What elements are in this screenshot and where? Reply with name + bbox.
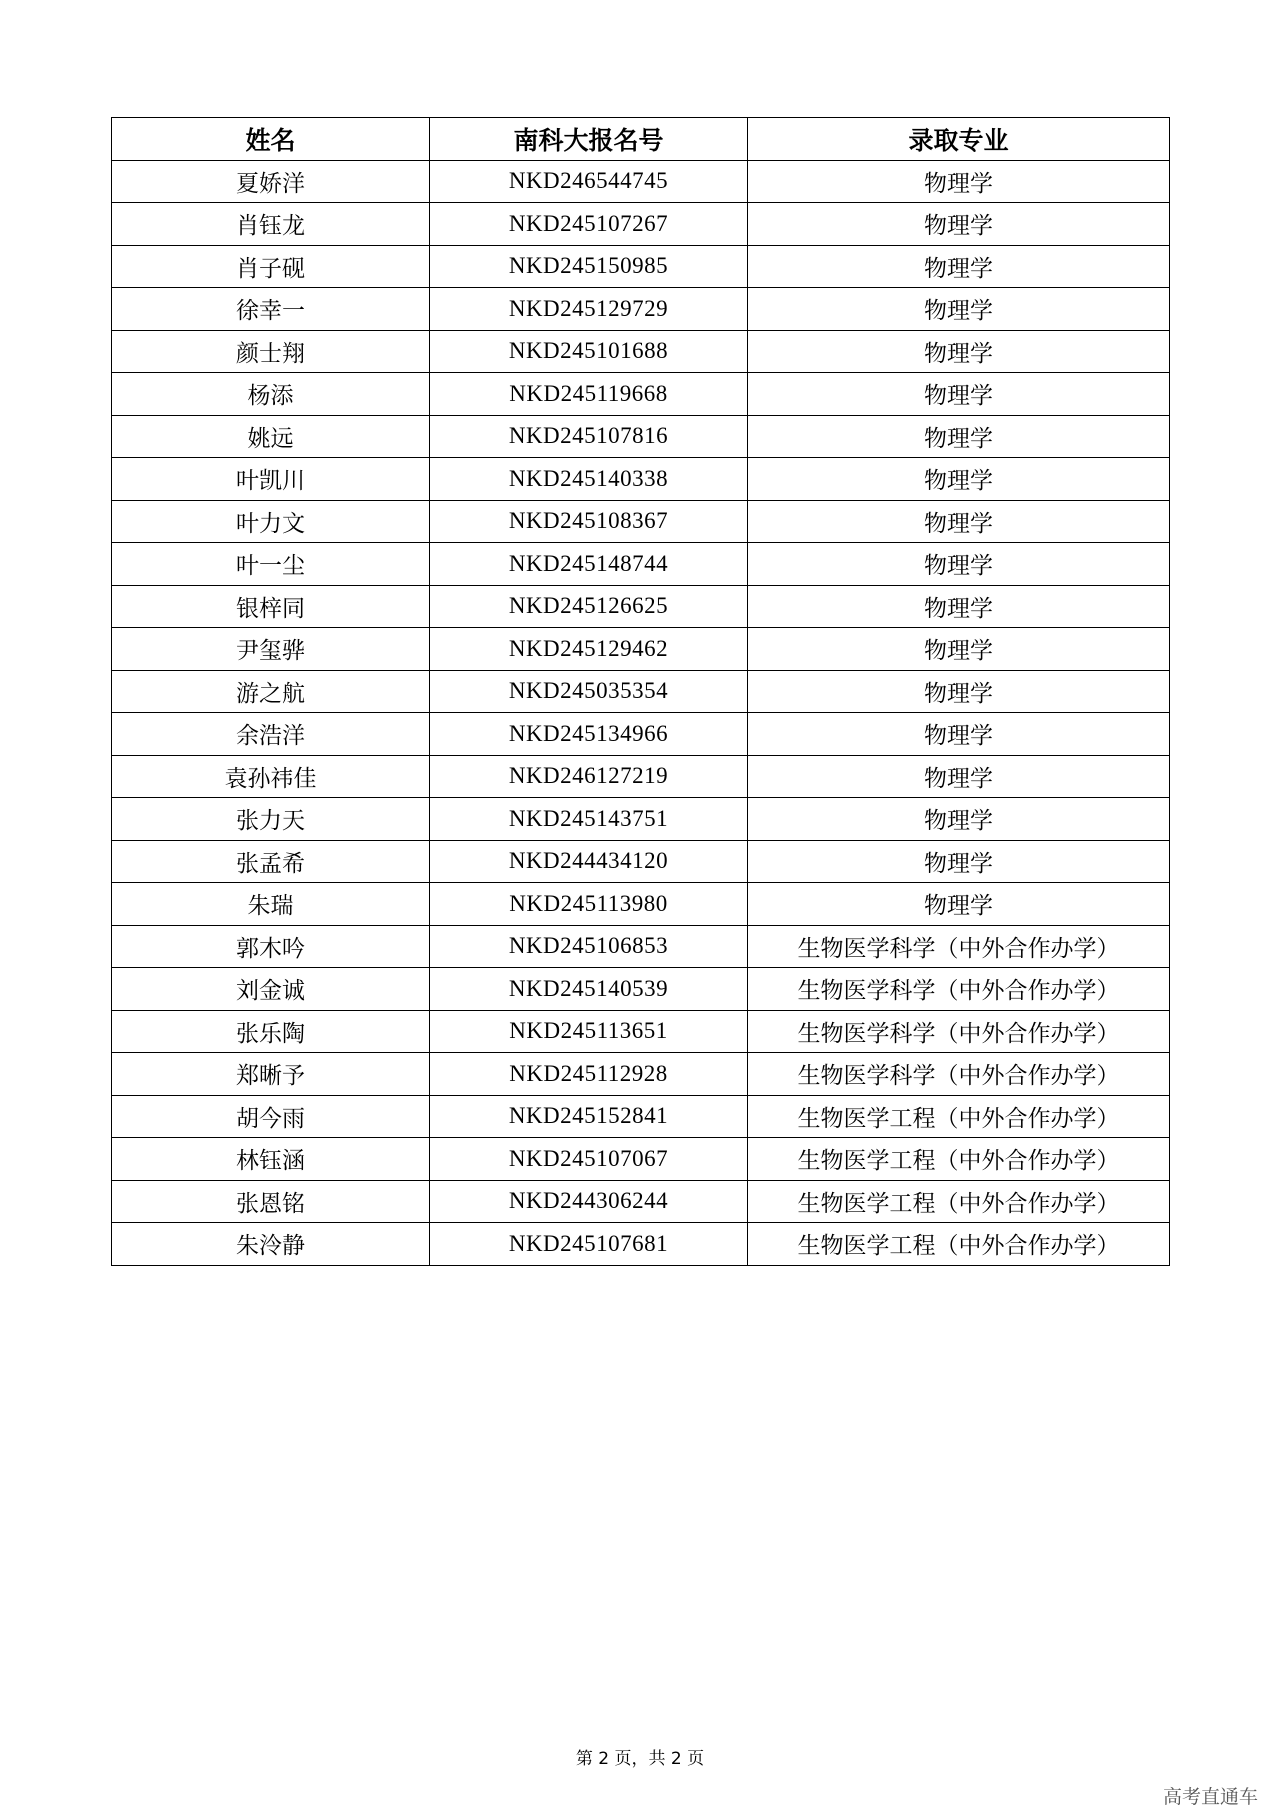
cell-admitted-major: 物理学: [748, 670, 1170, 713]
cell-name: 游之航: [112, 670, 430, 713]
cell-name: 叶凯川: [112, 458, 430, 501]
table-row: [112, 925, 1170, 968]
cell-name: 杨添: [112, 373, 430, 416]
header-name: 姓名: [112, 118, 430, 161]
cell-name: 林钰涵: [112, 1138, 430, 1181]
cell-name: 袁孙祎佳: [112, 755, 430, 798]
cell-admitted-major: 物理学: [748, 245, 1170, 288]
table-header-row: [112, 118, 1170, 161]
table-row: [112, 245, 1170, 288]
cell-admitted-major: 生物医学工程（中外合作办学）: [748, 1095, 1170, 1138]
cell-name: 朱瑞: [112, 883, 430, 926]
table-row: [112, 840, 1170, 883]
table-row: [112, 373, 1170, 416]
cell-application-number: NKD245152841: [430, 1095, 748, 1138]
cell-admitted-major: 物理学: [748, 203, 1170, 246]
table-row: [112, 670, 1170, 713]
admission-table: [111, 117, 1170, 1266]
page-number: 第 2 页，共 2 页: [575, 1749, 705, 1769]
table-row: [112, 968, 1170, 1011]
cell-application-number: NKD245112928: [430, 1053, 748, 1096]
table-row: [112, 1223, 1170, 1266]
table-row: [112, 415, 1170, 458]
table-row: [112, 1010, 1170, 1053]
cell-application-number: NKD244434120: [430, 840, 748, 883]
cell-application-number: NKD245134966: [430, 713, 748, 756]
table-row: [112, 1095, 1170, 1138]
cell-name: 郑晰予: [112, 1053, 430, 1096]
table-row: [112, 330, 1170, 373]
cell-admitted-major: 物理学: [748, 585, 1170, 628]
cell-name: 银梓同: [112, 585, 430, 628]
cell-admitted-major: 物理学: [748, 543, 1170, 586]
cell-admitted-major: 物理学: [748, 415, 1170, 458]
cell-application-number: NKD245107267: [430, 203, 748, 246]
table-row: [112, 628, 1170, 671]
cell-application-number: NKD245107681: [430, 1223, 748, 1266]
cell-name: 徐幸一: [112, 288, 430, 331]
cell-admitted-major: 生物医学工程（中外合作办学）: [748, 1180, 1170, 1223]
cell-application-number: NKD245035354: [430, 670, 748, 713]
cell-application-number: NKD245148744: [430, 543, 748, 586]
cell-application-number: NKD245140539: [430, 968, 748, 1011]
cell-admitted-major: 物理学: [748, 883, 1170, 926]
table-row: [112, 798, 1170, 841]
cell-application-number: NKD245106853: [430, 925, 748, 968]
cell-application-number: NKD244306244: [430, 1180, 748, 1223]
cell-application-number: NKD245150985: [430, 245, 748, 288]
cell-application-number: NKD246544745: [430, 160, 748, 203]
cell-admitted-major: 物理学: [748, 160, 1170, 203]
cell-admitted-major: 物理学: [748, 798, 1170, 841]
table-row: [112, 500, 1170, 543]
cell-admitted-major: 物理学: [748, 628, 1170, 671]
watermark: 高考直通车: [1162, 1786, 1258, 1808]
table-body: [112, 160, 1170, 1265]
cell-name: 张力天: [112, 798, 430, 841]
cell-name: 张乐陶: [112, 1010, 430, 1053]
cell-admitted-major: 物理学: [748, 373, 1170, 416]
cell-name: 叶力文: [112, 500, 430, 543]
cell-name: 余浩洋: [112, 713, 430, 756]
cell-name: 姚远: [112, 415, 430, 458]
cell-application-number: NKD245140338: [430, 458, 748, 501]
table-row: [112, 755, 1170, 798]
cell-application-number: NKD245107816: [430, 415, 748, 458]
cell-name: 叶一尘: [112, 543, 430, 586]
table-row: [112, 288, 1170, 331]
table-row: [112, 1180, 1170, 1223]
cell-name: 胡今雨: [112, 1095, 430, 1138]
table-row: [112, 160, 1170, 203]
cell-name: 尹玺骅: [112, 628, 430, 671]
cell-name: 张孟希: [112, 840, 430, 883]
cell-admitted-major: 生物医学工程（中外合作办学）: [748, 1223, 1170, 1266]
cell-application-number: NKD246127219: [430, 755, 748, 798]
cell-application-number: NKD245143751: [430, 798, 748, 841]
cell-admitted-major: 物理学: [748, 330, 1170, 373]
cell-application-number: NKD245129462: [430, 628, 748, 671]
cell-admitted-major: 生物医学科学（中外合作办学）: [748, 1010, 1170, 1053]
table-row: [112, 458, 1170, 501]
header-application-number: 南科大报名号: [430, 118, 748, 161]
table-row: [112, 1053, 1170, 1096]
cell-admitted-major: 物理学: [748, 713, 1170, 756]
cell-admitted-major: 生物医学科学（中外合作办学）: [748, 968, 1170, 1011]
cell-admitted-major: 物理学: [748, 755, 1170, 798]
cell-name: 夏娇洋: [112, 160, 430, 203]
cell-application-number: NKD245126625: [430, 585, 748, 628]
table-row: [112, 543, 1170, 586]
table-row: [112, 203, 1170, 246]
cell-application-number: NKD245107067: [430, 1138, 748, 1181]
cell-admitted-major: 生物医学科学（中外合作办学）: [748, 1053, 1170, 1096]
cell-admitted-major: 生物医学科学（中外合作办学）: [748, 925, 1170, 968]
header-admitted-major: 录取专业: [748, 118, 1170, 161]
cell-application-number: NKD245108367: [430, 500, 748, 543]
cell-name: 张恩铭: [112, 1180, 430, 1223]
table-row: [112, 585, 1170, 628]
cell-application-number: NKD245119668: [430, 373, 748, 416]
cell-name: 肖钰龙: [112, 203, 430, 246]
table-row: [112, 883, 1170, 926]
cell-application-number: NKD245113980: [430, 883, 748, 926]
cell-admitted-major: 物理学: [748, 840, 1170, 883]
cell-name: 郭木吟: [112, 925, 430, 968]
cell-name: 颜士翔: [112, 330, 430, 373]
cell-application-number: NKD245129729: [430, 288, 748, 331]
cell-admitted-major: 生物医学工程（中外合作办学）: [748, 1138, 1170, 1181]
cell-name: 朱泠静: [112, 1223, 430, 1266]
cell-application-number: NKD245113651: [430, 1010, 748, 1053]
table-row: [112, 713, 1170, 756]
cell-admitted-major: 物理学: [748, 500, 1170, 543]
table-row: [112, 1138, 1170, 1181]
cell-name: 肖子砚: [112, 245, 430, 288]
cell-name: 刘金诚: [112, 968, 430, 1011]
cell-application-number: NKD245101688: [430, 330, 748, 373]
cell-admitted-major: 物理学: [748, 458, 1170, 501]
cell-admitted-major: 物理学: [748, 288, 1170, 331]
